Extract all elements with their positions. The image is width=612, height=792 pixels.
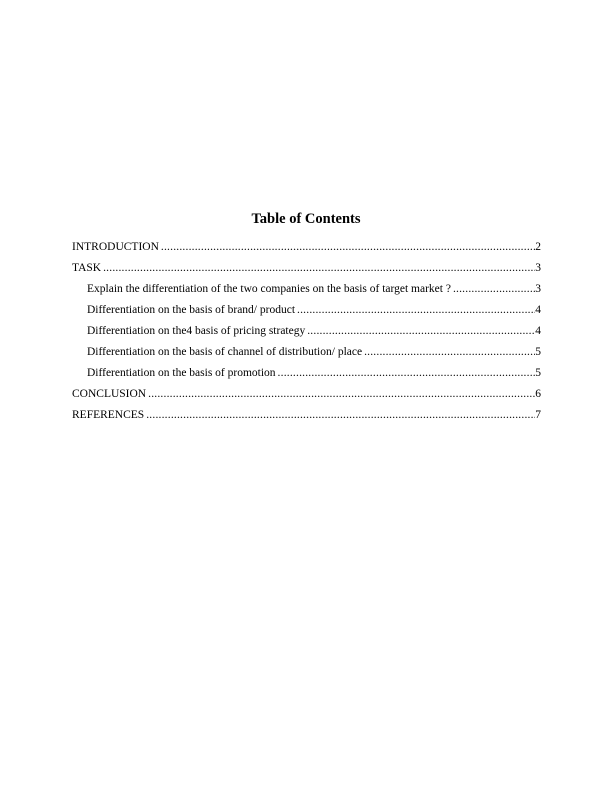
toc-dot-leader [297,303,535,318]
table-of-contents [72,240,541,429]
toc-dot-leader [103,261,535,276]
toc-entry-label: Explain the differentiation of the two companies on the basis of target market ? [87,283,451,295]
toc-entry-label: CONCLUSION [72,388,147,400]
toc-entry-label: Differentiation on the basis of brand/ product [87,304,296,316]
toc-entry-label: TASK [72,262,102,274]
toc-entry-distribution-place[interactable] [72,345,541,366]
toc-page-number: 7 [535,409,541,421]
toc-entry-label: REFERENCES [72,409,145,421]
toc-dot-leader [148,387,535,402]
toc-entry-references[interactable] [72,408,541,429]
toc-page-number: 5 [535,346,541,358]
toc-entry-pricing-strategy[interactable] [72,324,541,345]
toc-entry-brand-product[interactable] [72,303,541,324]
toc-dot-leader [307,324,535,339]
toc-entry-label: Differentiation on the basis of channel of distribution/ place [87,346,363,358]
toc-dot-leader [364,345,535,360]
toc-dot-leader [146,408,535,423]
toc-page-number: 4 [535,304,541,316]
toc-page-number: 3 [535,283,541,295]
toc-entry-introduction[interactable] [72,240,541,261]
toc-page-number: 2 [535,241,541,253]
toc-dot-leader [278,366,536,381]
toc-page-number: 3 [535,262,541,274]
toc-dot-leader [161,240,535,255]
toc-entry-task[interactable] [72,261,541,282]
toc-entry-target-market[interactable] [72,282,541,303]
toc-page-number: 6 [535,388,541,400]
toc-entry-label: INTRODUCTION [72,241,159,253]
toc-entry-label: Differentiation on the basis of promotion [87,367,276,379]
toc-title: Table of Contents [251,211,361,227]
toc-entry-conclusion[interactable] [72,387,541,408]
toc-entry-label: Differentiation on the4 basis of pricing strategy [87,325,306,337]
toc-page-number: 5 [535,367,541,379]
toc-page-number: 4 [535,325,541,337]
toc-entry-promotion[interactable] [72,366,541,387]
toc-dot-leader [453,282,535,297]
